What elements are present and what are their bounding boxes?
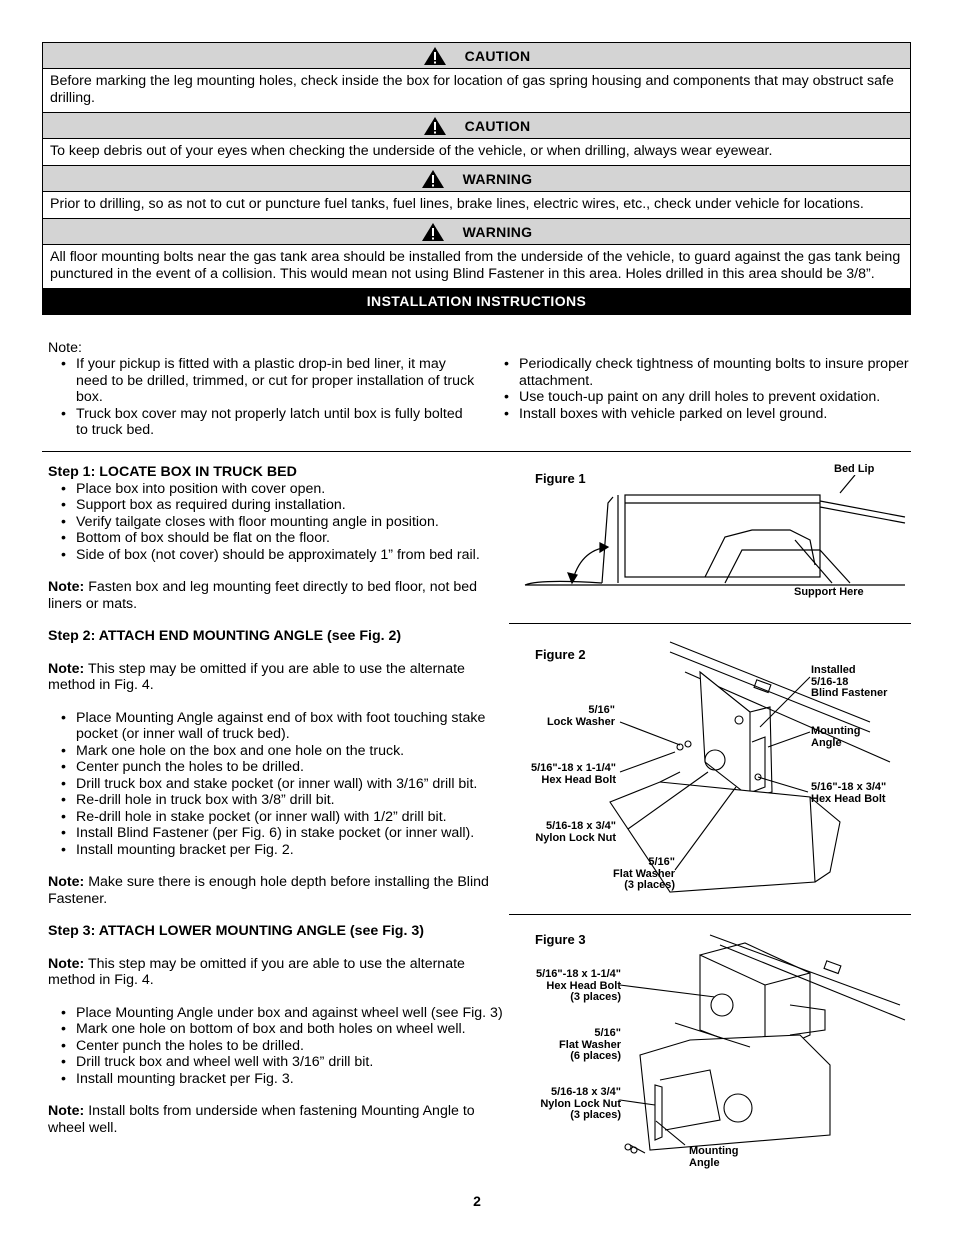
step3-title: Step 3: ATTACH LOWER MOUNTING ANGLE (see Fig. 3) [48,923,424,939]
caution-header-1 [43,43,910,69]
callout-line: Hex Head Bolt [546,979,621,992]
list-item: • Place box into position with cover open. [48,481,523,498]
list-item: • Support box as required during installation. [48,497,523,514]
list-item: • Mark one hole on the box and one hole on the truck. [48,743,503,760]
note-label: Note: [48,660,85,677]
support-here-label: Support Here [794,586,864,598]
list-item: • Re-drill hole in truck box with 3/8” drill bit. [48,792,503,809]
step2-list [48,710,503,859]
list-item: • Install boxes with vehicle parked on level ground. [491,406,911,423]
list-item: • Mark one hole on bottom of box and both holes on wheel well. [48,1021,528,1038]
warning-header-2 [43,219,910,245]
callout-line: 5/16-18 x 3/4" [545,820,616,832]
page-number: 2 [473,1193,481,1209]
notice-text: All floor mounting bolts near the gas tank area should be installed from the underside of the vehicle, to guard against the gas tank being punctured in the event of a collision. This would mean not using Blind Fastener in this area. Holes drilled in this area should be 3/8”. [50,249,901,282]
callout-line: Hex Head Bolt [541,773,616,786]
callout-line: Blind Fastener [811,687,888,699]
list-item: • Center punch the holes to be drilled. [48,759,503,776]
divider [42,451,911,452]
note-label: Note: [48,1103,85,1119]
hex-bolt-long-label [515,763,616,786]
fig3-hex-bolt-label [520,969,621,1004]
callout-line: 5/16-18 [811,675,849,688]
flat-washer-label [590,857,675,892]
notes-label: Note: [48,340,82,356]
notice-text: Before marking the leg mounting holes, check inside the box for location of gas spring housing and components that may obstruct safe drilling. [43,69,910,113]
callout-line: Nylon Lock Nut [540,1097,621,1110]
list-item: • Verify tailgate closes with floor mounting angle in position. [48,514,523,531]
notice-type: WARNING [462,170,533,187]
step3-list [48,1005,528,1088]
step1-note [48,579,503,612]
list-item: • If your pickup is fitted with a plastic drop-in bed liner, it may need to be drilled, trimmed, or cut for proper installation of truck box. [48,356,478,406]
warning-header-1 [43,166,910,192]
callout-line: Angle [689,1156,720,1169]
step2-note1 [48,661,493,694]
list-item: • Center punch the holes to be drilled. [48,1038,528,1055]
lock-washer-label [530,705,615,728]
warning-triangle-icon [421,222,445,242]
section-title: INSTALLATION INSTRUCTIONS [43,288,910,314]
step2-note2 [48,874,493,907]
list-item: • Place Mounting Angle against end of box with foot touching stake pocket (or inner wall of truck bed). [48,710,503,743]
callout-line: 5/16-18 x 3/4" [550,1086,621,1098]
notes-right-list [491,356,911,422]
callout-line: Mounting [811,725,861,737]
figure1-diagram [520,475,910,590]
bed-lip-label: Bed Lip [834,463,875,475]
step2-title: Step 2: ATTACH END MOUNTING ANGLE (see Fig. 2) [48,628,402,644]
notice-text: To keep debris out of your eyes when checking the underside of the vehicle, or when drilling, always wear eyewear. [43,139,910,166]
fig3-nylon-lock-nut-label [520,1087,621,1122]
list-item: • Install mounting bracket per Fig. 3. [48,1071,528,1088]
notice-type: CAUTION [464,47,531,64]
figure3-label: Figure 3 [535,932,586,947]
note-text: Make sure there is enough hole depth before installing the Blind Fastener. [48,874,489,907]
callout-line: Hex Head Bolt [811,792,886,805]
notice-type: CAUTION [464,117,531,134]
hex-bolt-short-label [811,782,886,805]
fig3-flat-washer-label [536,1028,621,1063]
mounting-angle-label [811,726,860,749]
list-item: • Place Mounting Angle under box and against wheel well (see Fig. 3) [48,1005,528,1022]
callout-line: 5/16" [648,856,675,868]
list-item: • Install mounting bracket per Fig. 2. [48,842,503,859]
callout-line: (3 places) [624,879,675,891]
installed-blind-fastener-label [811,665,887,700]
list-item: • Install Blind Fastener (per Fig. 6) in stake pocket (or inner wall). [48,825,503,842]
callout-line: Angle [811,736,842,749]
caution-header-2 [43,113,910,139]
notice-type: WARNING [462,223,533,240]
callout-line: Flat Washer [559,1038,621,1051]
list-item: • Truck box cover may not properly latch until box is fully bolted to truck bed. [48,406,478,439]
step1-list [48,481,523,564]
callout-line: Mounting [689,1145,739,1157]
callout-line: 5/16"-18 x 3/4" [811,781,887,793]
warning-triangle-icon [421,169,445,189]
list-item: • Use touch-up paint on any drill holes to prevent oxidation. [491,389,911,406]
callout-line: Lock Washer [546,715,615,728]
note-label: Note: [48,579,85,595]
callout-line: 5/16"-18 x 1-1/4" [535,968,621,980]
list-item: • Re-drill hole in stake pocket (or inner wall) with 1/2” drill bit. [48,809,503,826]
note-text: This step may be omitted if you are able to use the alternate method in Fig. 4. [48,955,465,988]
list-item: • Drill truck box and stake pocket (or inner wall) with 3/16” drill bit. [48,776,503,793]
note-text: Fasten box and leg mounting feet directly to bed floor, not bed liners or mats. [48,579,478,612]
divider [509,914,911,915]
figure1-label: Figure 1 [535,471,586,486]
callout-line: 5/16" [594,1027,621,1039]
list-item: • Periodically check tightness of mounting bolts to insure proper attachment. [491,356,911,389]
figure2-label: Figure 2 [535,647,586,662]
list-item: • Side of box (not cover) should be approximately 1” from bed rail. [48,547,523,564]
warning-triangle-icon [423,46,447,66]
list-item: • Bottom of box should be flat on the floor. [48,530,523,547]
safety-notices-table [42,42,911,315]
step1-title: Step 1: LOCATE BOX IN TRUCK BED [48,464,297,480]
callout-line: Nylon Lock Nut [535,831,616,844]
callout-line: Installed [811,664,856,676]
callout-line: (3 places) [570,1109,621,1121]
warning-triangle-icon [423,116,447,136]
step3-note2 [48,1103,503,1136]
note-label: Note: [48,955,85,972]
note-text: Install bolts from underside when fastening Mounting Angle to wheel well. [48,1103,475,1136]
callout-line: 5/16"-18 x 1-1/4" [530,762,616,774]
note-text: This step may be omitted if you are able to use the alternate method in Fig. 4. [48,660,465,693]
figure3-diagram [600,925,912,1175]
list-item: • Drill truck box and wheel well with 3/16” drill bit. [48,1054,528,1071]
steps-column [48,464,523,1136]
nylon-lock-nut-label [515,821,616,844]
step3-note1 [48,956,493,989]
callout-line: (6 places) [570,1050,621,1062]
note-label: Note: [48,874,85,890]
callout-line: Flat Washer [613,867,675,880]
fig3-mounting-angle-label [689,1146,738,1169]
notes-left-list [48,356,478,439]
callout-line: 5/16" [588,704,615,716]
divider [509,623,911,624]
callout-line: (3 places) [570,991,621,1003]
notice-text: Prior to drilling, so as not to cut or puncture fuel tanks, fuel lines, brake lines, electric wires, etc., check under vehicle for locations. [43,192,910,219]
